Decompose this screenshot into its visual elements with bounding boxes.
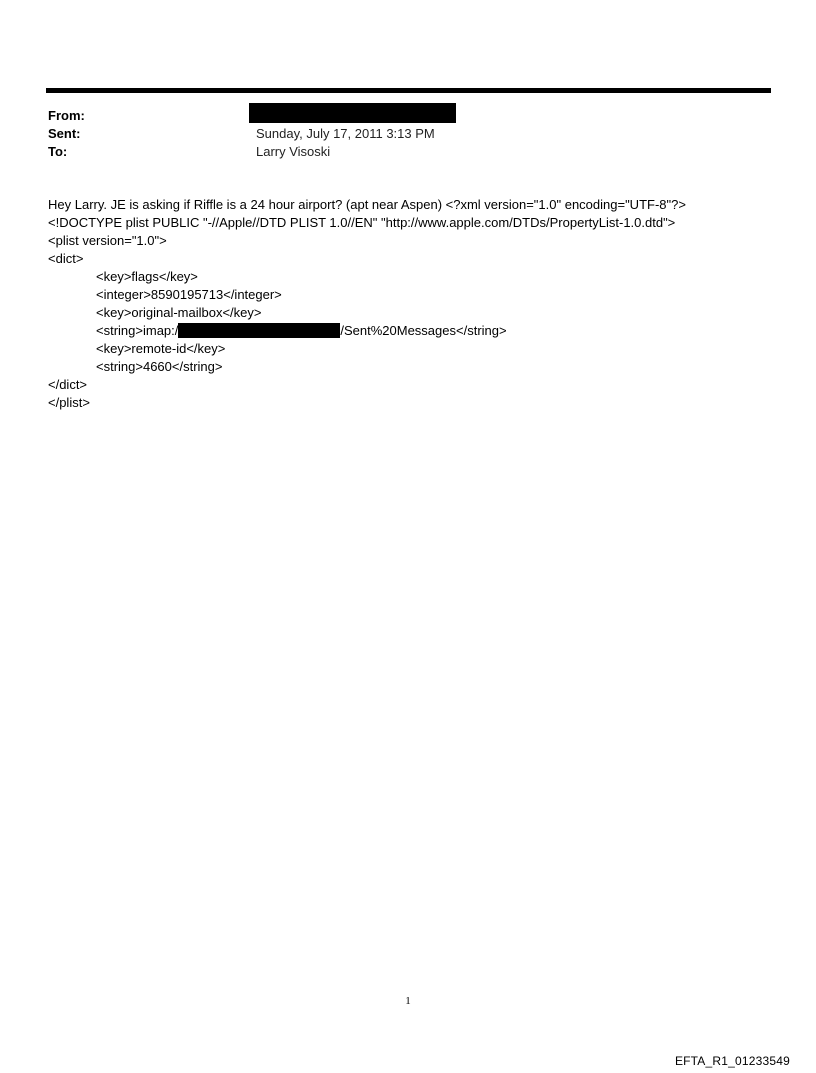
body-line: </dict>	[48, 377, 88, 392]
imap-prefix: <string>imap:/	[96, 323, 179, 338]
to-label: To:	[48, 144, 68, 159]
bates-number: EFTA_R1_01233549	[674, 1054, 790, 1068]
header-rule	[46, 88, 771, 93]
body-line: <dict>	[48, 251, 84, 266]
sent-label: Sent:	[48, 126, 81, 141]
body-line: <string>4660</string>	[96, 359, 223, 374]
imap-redaction	[178, 323, 340, 338]
sent-value: Sunday, July 17, 2011 3:13 PM	[256, 126, 435, 141]
body-line: <key>original-mailbox</key>	[96, 305, 262, 320]
body-line: <!DOCTYPE plist PUBLIC "-//Apple//DTD PLIST 1.0//EN" "http://www.apple.com/DTDs/PropertyList-1.0.dtd">	[48, 215, 676, 230]
body-line: <integer>8590195713</integer>	[96, 287, 282, 302]
from-redaction	[249, 103, 456, 123]
body-line: </plist>	[48, 395, 90, 410]
from-label: From:	[48, 108, 85, 123]
email-body	[48, 196, 686, 412]
to-value: Larry Visoski	[256, 144, 331, 159]
imap-suffix: /Sent%20Messages</string>	[340, 323, 507, 338]
body-line: Hey Larry. JE is asking if Riffle is a 24 hour airport? (apt near Aspen) <?xml version="1.0" encoding="UTF-8"?>	[48, 197, 686, 212]
body-line-imap	[48, 322, 686, 340]
body-line: <key>remote-id</key>	[96, 341, 226, 356]
body-line: <plist version="1.0">	[48, 233, 167, 248]
page-number: 1	[405, 995, 411, 1007]
body-line: <key>flags</key>	[96, 269, 198, 284]
